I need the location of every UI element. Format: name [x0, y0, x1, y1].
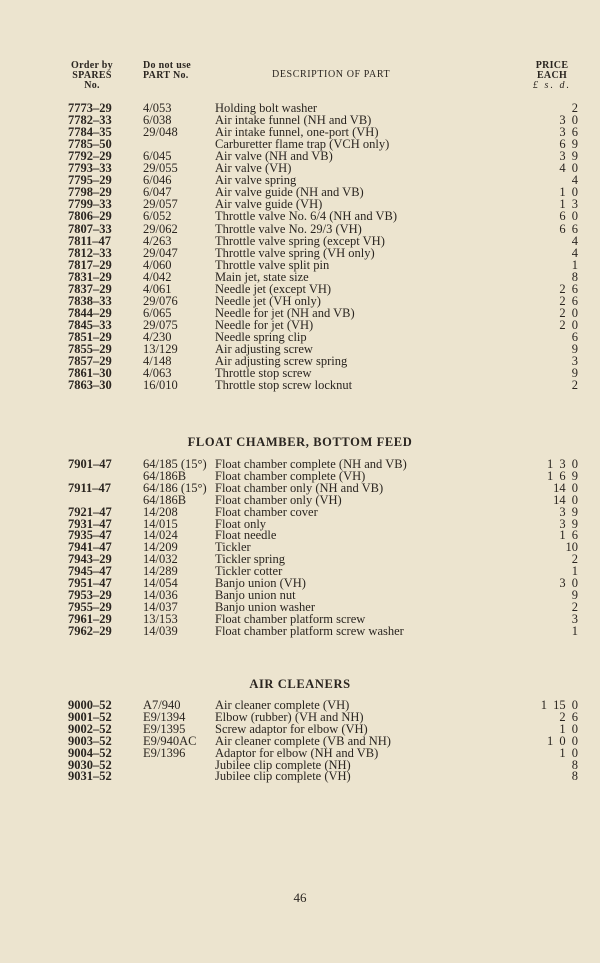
table-row [0, 379, 600, 392]
order-header-line3: No. [84, 80, 100, 91]
part-number: 14/037 [143, 599, 178, 614]
part-description: Tickler cotter [215, 564, 283, 579]
part-description: Float chamber complete (NH and VB) [215, 457, 407, 471]
spares-number: 7817–29 [68, 257, 112, 272]
spares-number: 7857–29 [68, 354, 112, 369]
part-description: Banjo union washer [215, 599, 315, 614]
part-price: 1 [571, 257, 578, 272]
part-price: 1 3 [559, 197, 578, 212]
spares-number: 7935–47 [68, 528, 112, 543]
part-number: 29/062 [143, 221, 178, 236]
part-description: Screw adaptor for elbow (VH) [215, 721, 368, 736]
part-description: Main jet, state size [215, 269, 309, 284]
part-price: 9 [571, 587, 578, 602]
price-header-line2: EACH [536, 70, 568, 81]
part-price: 1 15 0 [540, 698, 578, 712]
part-number: 4/042 [143, 269, 172, 284]
part-number: 6/065 [143, 305, 172, 320]
part-number: A7/940 [143, 698, 181, 712]
do-not-use-header [143, 61, 213, 81]
spares-number: 7811–47 [68, 233, 112, 248]
part-description: Float chamber cover [215, 504, 318, 519]
part-number: E9/1396 [143, 745, 186, 760]
part-description: Air intake funnel, one-port (VH) [215, 125, 379, 140]
part-description: Banjo union (VH) [215, 576, 306, 590]
part-price: 8 [571, 269, 578, 284]
part-price: 1 6 [559, 528, 578, 543]
part-number: 6/038 [143, 113, 172, 128]
part-price: 2 [571, 552, 578, 567]
spares-number: 7798–29 [68, 185, 112, 200]
part-price: 14 0 [553, 480, 578, 495]
spares-number: 7855–29 [68, 342, 112, 356]
spares-number: 7955–29 [68, 599, 112, 614]
part-price: 3 [571, 354, 578, 369]
part-number: E9/940AC [143, 733, 197, 748]
part-description: Air adjusting screw [215, 342, 313, 356]
donot-header-line1: Do not use [143, 60, 192, 71]
spares-number: 7962–29 [68, 623, 112, 638]
section-title: AIR CLEANERS [249, 677, 351, 691]
spares-number: 7799–33 [68, 197, 112, 212]
spares-number: 7951–47 [68, 576, 112, 590]
spares-number: 7945–47 [68, 564, 112, 579]
part-price: 2 6 [559, 709, 578, 724]
spares-number: 7931–47 [68, 516, 112, 531]
part-number: 4/063 [143, 366, 172, 381]
part-description: Jubilee clip complete (NH) [215, 757, 351, 772]
part-description: Float only [215, 516, 267, 531]
spares-number: 7773–29 [68, 101, 112, 115]
part-number: 4/263 [143, 233, 172, 248]
part-description: Throttle stop screw locknut [215, 378, 353, 393]
part-number: 64/186B [143, 468, 187, 483]
part-number: 14/208 [143, 504, 178, 519]
price-header-line1: PRICE [535, 60, 569, 71]
spares-number: 9004–52 [68, 745, 112, 760]
part-number: E9/1395 [143, 721, 186, 736]
part-number: 64/186B [143, 492, 187, 507]
part-price: 2 0 [559, 305, 578, 320]
spares-number: 7812–33 [68, 245, 112, 260]
spares-number: 7844–29 [68, 305, 112, 320]
part-price: 1 3 0 [547, 457, 578, 471]
part-number: 6/052 [143, 209, 172, 224]
part-description: Air valve (VH) [215, 161, 292, 176]
part-description: Float chamber complete (VH) [215, 468, 366, 483]
part-number: 29/057 [143, 197, 178, 212]
part-description: Float chamber only (VH) [215, 492, 342, 507]
part-description: Throttle valve spring (VH only) [215, 245, 375, 260]
part-number: 6/047 [143, 185, 172, 200]
part-description: Throttle valve No. 6/4 (NH and VB) [215, 209, 398, 224]
part-description: Banjo union nut [215, 587, 296, 602]
part-description: Air valve guide (NH and VB) [215, 185, 364, 200]
part-price: 4 [571, 173, 578, 188]
part-price: 1 [571, 623, 578, 638]
part-price: 1 0 [559, 721, 578, 736]
part-number: 14/015 [143, 516, 178, 531]
spares-number: 9030–52 [68, 757, 112, 772]
part-number: 14/039 [143, 623, 178, 638]
spares-number: 7961–29 [68, 611, 112, 626]
part-number: 6/045 [143, 149, 172, 164]
spares-number: 7837–29 [68, 281, 112, 296]
page-number: 46 [293, 890, 307, 905]
part-description: Elbow (rubber) (VH and NH) [215, 709, 364, 724]
spares-number: 7784–35 [68, 125, 112, 140]
price-units: £ s. d. [533, 80, 571, 91]
part-description: Air cleaner complete (VH) [215, 698, 350, 712]
spares-number: 9000–52 [68, 698, 112, 712]
part-number: 64/185 (15°) [143, 457, 207, 471]
part-description: Tickler [215, 540, 251, 555]
spares-number: 7838–33 [68, 293, 112, 308]
part-description: Holding bolt washer [215, 101, 318, 115]
order-by-header [68, 61, 116, 91]
spares-number: 7785–50 [68, 137, 112, 152]
spares-number: 7863–30 [68, 378, 112, 393]
part-price: 3 9 [559, 504, 578, 519]
part-number: 13/153 [143, 611, 178, 626]
part-number: 4/053 [143, 101, 172, 115]
part-price: 9 [571, 342, 578, 356]
spares-number: 9001–52 [68, 709, 112, 724]
spares-number: 7921–47 [68, 504, 112, 519]
part-price: 6 6 [559, 221, 578, 236]
part-number: 29/076 [143, 293, 178, 308]
part-price: 2 6 [559, 293, 578, 308]
part-description: Float chamber only (NH and VB) [215, 480, 384, 495]
part-price: 3 9 [559, 516, 578, 531]
part-description: Float chamber platform screw washer [215, 623, 404, 638]
part-price: 4 [571, 233, 578, 248]
donot-header-line2: PART No. [143, 70, 189, 81]
part-price: 14 0 [553, 492, 578, 507]
part-price: 2 [571, 101, 578, 115]
part-description: Needle jet (except VH) [215, 281, 332, 296]
part-price: 3 0 [559, 576, 578, 590]
part-description: Throttle valve split pin [215, 257, 330, 272]
part-description: Needle spring clip [215, 329, 307, 344]
part-number: 4/148 [143, 354, 172, 369]
part-description: Air intake funnel (NH and VB) [215, 113, 372, 128]
section-title: FLOAT CHAMBER, BOTTOM FEED [187, 435, 413, 449]
spares-number: 7943–29 [68, 552, 112, 567]
part-price: 8 [571, 769, 578, 784]
part-price: 8 [571, 757, 578, 772]
part-price: 9 [571, 366, 578, 381]
part-number: 29/048 [143, 125, 178, 140]
part-number: 14/036 [143, 587, 178, 602]
spares-number: 7941–47 [68, 540, 112, 555]
part-number: 4/230 [143, 329, 172, 344]
part-description: Tickler spring [215, 552, 286, 567]
part-price: 6 9 [559, 137, 578, 152]
description-header: DESCRIPTION OF PART [272, 69, 391, 80]
part-price: 1 0 [559, 185, 578, 200]
part-price: 4 0 [559, 161, 578, 176]
spares-number: 7901–47 [68, 457, 112, 471]
part-price: 2 0 [559, 317, 578, 332]
part-description: Adaptor for elbow (NH and VB) [215, 745, 379, 760]
price-header [528, 61, 576, 91]
part-description: Air valve guide (VH) [215, 197, 323, 212]
part-description: Float needle [215, 528, 277, 543]
table-row [0, 770, 600, 783]
table-row [0, 625, 600, 638]
part-price: 1 6 9 [547, 468, 578, 483]
part-number: 64/186 (15°) [143, 480, 207, 495]
part-description: Throttle valve No. 29/3 (VH) [215, 221, 362, 236]
part-number: 14/209 [143, 540, 178, 555]
spares-number: 7911–47 [68, 480, 112, 495]
part-number: 14/054 [143, 576, 178, 590]
spares-number: 9031–52 [68, 769, 112, 784]
spares-number: 7792–29 [68, 149, 112, 164]
part-description: Air adjusting screw spring [215, 354, 348, 369]
part-description: Jubilee clip complete (VH) [215, 769, 351, 784]
part-price: 2 [571, 378, 578, 393]
part-description: Air valve spring [215, 173, 297, 188]
spares-number: 7851–29 [68, 329, 112, 344]
spares-number: 7845–33 [68, 317, 112, 332]
part-number: 6/046 [143, 173, 172, 188]
part-description: Needle for jet (VH) [215, 317, 314, 332]
spares-number: 7953–29 [68, 587, 112, 602]
part-price: 6 0 [559, 209, 578, 224]
spares-number: 9003–52 [68, 733, 112, 748]
part-price: 3 6 [559, 125, 578, 140]
part-price: 3 9 [559, 149, 578, 164]
spares-number: 7861–30 [68, 366, 112, 381]
spares-number: 7782–33 [68, 113, 112, 128]
part-number: 14/024 [143, 528, 178, 543]
spares-number: 7795–29 [68, 173, 112, 188]
part-number: 29/075 [143, 317, 178, 332]
part-number: 4/061 [143, 281, 172, 296]
part-number: 29/055 [143, 161, 178, 176]
part-description: Needle jet (VH only) [215, 293, 321, 308]
part-number: 29/047 [143, 245, 178, 260]
part-description: Carburetter flame trap (VCH only) [215, 137, 390, 152]
part-price: 1 0 0 [547, 733, 578, 748]
part-price: 10 [565, 540, 578, 555]
spares-number: 7793–33 [68, 161, 112, 176]
spares-number: 7806–29 [68, 209, 112, 224]
part-number: 4/060 [143, 257, 172, 272]
part-number: E9/1394 [143, 709, 186, 724]
order-header-line1: Order by [71, 60, 113, 71]
part-description: Throttle stop screw [215, 366, 312, 381]
part-price: 4 [571, 245, 578, 260]
part-description: Needle for jet (NH and VB) [215, 305, 355, 320]
part-price: 3 0 [559, 113, 578, 128]
part-description: Throttle valve spring (except VH) [215, 233, 385, 248]
part-number: 14/032 [143, 552, 178, 567]
part-price: 3 [571, 611, 578, 626]
spares-number: 9002–52 [68, 721, 112, 736]
part-price: 2 [571, 599, 578, 614]
part-description: Air cleaner complete (VB and NH) [215, 733, 391, 748]
part-price: 1 [571, 564, 578, 579]
part-number: 13/129 [143, 342, 178, 356]
spares-number: 7807–33 [68, 221, 112, 236]
part-price: 6 [571, 329, 578, 344]
part-description: Float chamber platform screw [215, 611, 366, 626]
part-number: 14/289 [143, 564, 178, 579]
part-price: 1 0 [559, 745, 578, 760]
part-description: Air valve (NH and VB) [215, 149, 333, 164]
order-header-line2: SPARES [72, 70, 112, 81]
part-price: 2 6 [559, 281, 578, 296]
spares-number: 7831–29 [68, 269, 112, 284]
part-number: 16/010 [143, 378, 178, 393]
